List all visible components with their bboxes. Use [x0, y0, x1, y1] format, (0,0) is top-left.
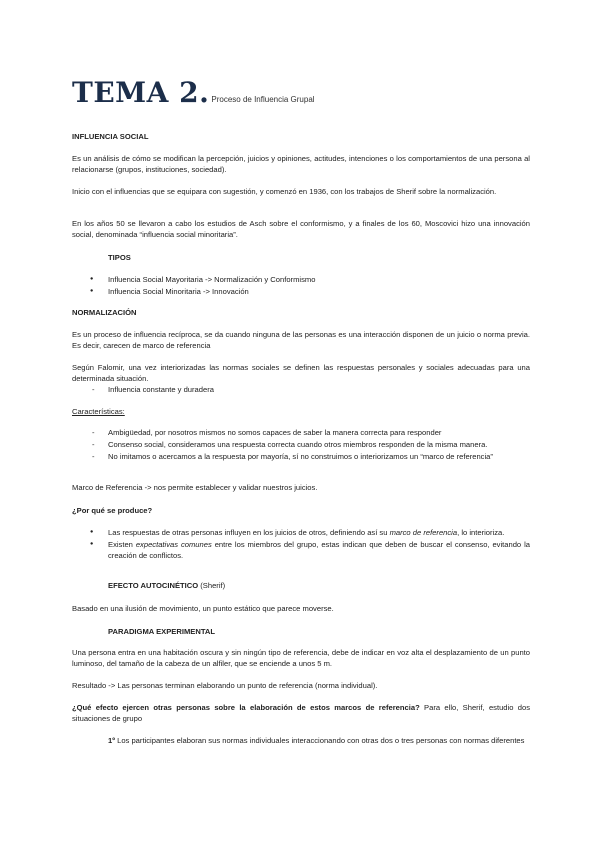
- tipos-list: [90, 274, 530, 298]
- caracteristicas-label: Características:: [72, 407, 125, 416]
- paragraph: En los años 50 se llevaron a cabo los estudios de Asch sobre el conformismo, y a finales de los 60, Moscovici hizo una innovación social, denominada “influencia social minoritaria”.: [72, 219, 530, 239]
- paragraph: Marco de Referencia -> nos permite establecer y validar nuestros juicios.: [72, 483, 318, 492]
- list-item: ● Existen expectativas comunes entre los miembros del grupo, estas indican que deben de buscar el consenso, evitando la creación de conflictos.: [90, 539, 530, 561]
- paragraph: Basado en una ilusión de movimiento, un punto estático que parece moverse.: [72, 604, 334, 613]
- list-item: ● Influencia Social Mayoritaria -> Normalización y Conformismo: [90, 274, 530, 285]
- list-item: - Consenso social, consideramos una respuesta correcta cuando otros miembros responden de la misma manera.: [90, 439, 530, 450]
- heading-influencia-social: INFLUENCIA SOCIAL: [72, 132, 149, 141]
- caracteristicas-list: [90, 427, 530, 463]
- por-que-list: [90, 527, 530, 562]
- list-item: - Influencia constante y duradera: [90, 384, 530, 395]
- paragraph: Según Falomir, una vez interiorizadas las normas sociales se definen las respuestas personales y sociales adecuadas para una determinada situación.: [72, 363, 530, 383]
- title-subtitle: Proceso de Influencia Grupal: [211, 95, 315, 104]
- list-item: ● Influencia Social Minoritaria -> Innovación: [90, 286, 530, 297]
- paragraph: 1º Los participantes elaboran sus normas individuales interaccionando con otras dos o tres personas con normas diferentes: [108, 736, 525, 745]
- heading-por-que: ¿Por qué se produce?: [72, 506, 153, 515]
- paragraph: Es un análisis de cómo se modifican la percepción, juicios y opiniones, actitudes, intenciones o los comportamientos de una persona al relacionarse (grupos, instituciones, sociedad).: [72, 154, 530, 174]
- paragraph: Es un proceso de influencia recíproca, se da cuando ninguna de las personas es una interacción disponen de un juicio o norma previa. Es decir, carecen de marco de referencia: [72, 330, 530, 350]
- heading-paradigma-experimental: PARADIGMA EXPERIMENTAL: [108, 627, 216, 636]
- heading-efecto-autocinetico: EFECTO AUTOCINÉTICO (Sherif): [108, 581, 226, 590]
- list-item: - Ambigüedad, por nosotros mismos no somos capaces de saber la manera correcta para responder: [90, 427, 530, 438]
- heading-normalizacion: NORMALIZACIÓN: [72, 308, 137, 317]
- title-main: TEMA 2.: [72, 76, 210, 109]
- list-item: ● Las respuestas de otras personas influyen en los juicios de otros, definiendo así su marco de referencia, lo interioriza.: [90, 527, 530, 538]
- page-title: [72, 76, 315, 109]
- paragraph: ¿Qué efecto ejercen otras personas sobre la elaboración de estos marcos de referencia? Para ello, Sherif, estudio dos situaciones de grupo: [72, 703, 530, 723]
- paragraph: Una persona entra en una habitación oscura y sin ningún tipo de referencia, debe de indicar en voz alta el desplazamiento de un punto luminoso, del tamaño de la cabeza de un alfiler, que se enciende a unos 5 m.: [72, 648, 530, 668]
- heading-tipos: TIPOS: [108, 253, 131, 262]
- paragraph: Inicio con el influencias que se equipara con sugestión, y comenzó en 1936, con los trabajos de Sherif sobre la normalización.: [72, 187, 497, 196]
- paragraph: Resultado -> Las personas terminan elaborando un punto de referencia (norma individual).: [72, 681, 378, 690]
- dash-list: [90, 384, 530, 396]
- list-item: - No imitamos o acercamos a la respuesta por mayoría, sí no construimos o interiorizamos un “marco de referencia”: [90, 451, 530, 462]
